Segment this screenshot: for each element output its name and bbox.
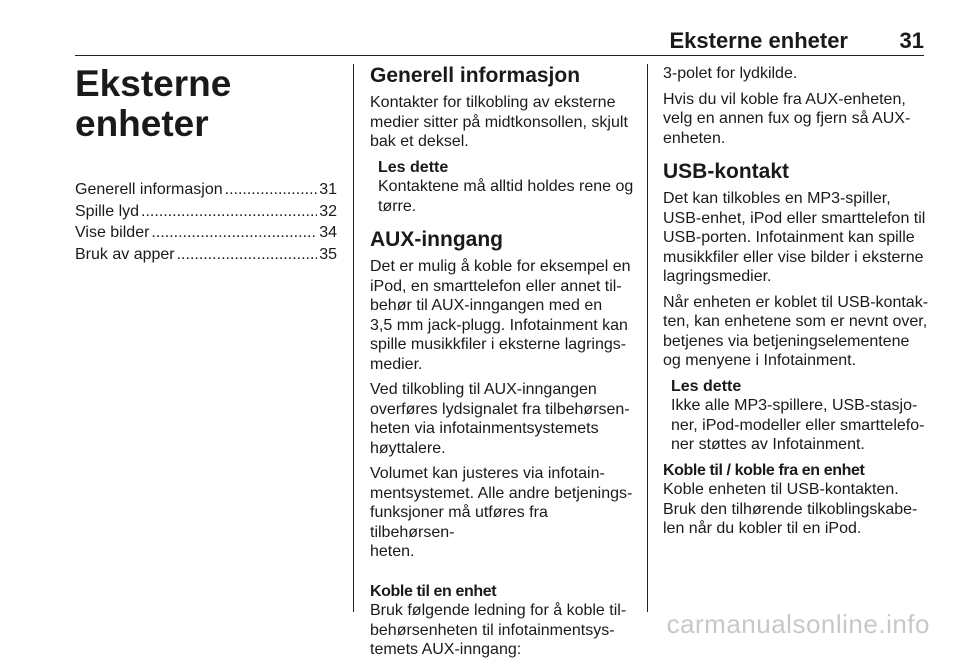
text-line: Kontaktene må alltid holdes rene og xyxy=(378,178,634,195)
toc-entry-page: 34 xyxy=(319,224,337,241)
text-line: Ved tilkobling til AUX-inngangen xyxy=(370,381,597,398)
column-divider-1 xyxy=(353,64,354,612)
toc-leader-dots xyxy=(177,245,318,265)
note-box xyxy=(663,377,929,455)
toc-leader-dots xyxy=(141,202,317,222)
spacer xyxy=(370,568,634,582)
text-line: enheten. xyxy=(663,129,726,147)
toc-column xyxy=(75,64,337,266)
toc-entry-label: Bruk av apper xyxy=(75,245,175,263)
toc-entry-label: Generell informasjon xyxy=(75,181,223,198)
aux-paragraph xyxy=(370,257,634,374)
text-line: musikkfiler eller vise bilder i eksterne xyxy=(663,248,924,266)
general-paragraph xyxy=(370,93,634,152)
aux-connect-paragraph xyxy=(370,601,634,660)
toc-leader-dots xyxy=(151,223,317,243)
text-line: velg en annen fux og fjern så AUX- xyxy=(663,110,911,127)
text-line: behør til AUX-inngangen med en xyxy=(370,297,603,314)
text-line: og menyene i Infotainment. xyxy=(663,352,857,369)
usb-paragraph xyxy=(663,189,929,287)
text-line: betjenes via betjeningselementene xyxy=(663,332,910,350)
toc-entry[interactable] xyxy=(75,223,337,243)
text-line: Det kan tilkobles en MP3-spiller, xyxy=(663,190,891,207)
content-column-2 xyxy=(370,64,634,666)
toc-entry-label: Spille lyd xyxy=(75,202,140,220)
aux-continued-line: 3-polet for lydkilde. xyxy=(663,65,798,82)
table-of-contents xyxy=(75,180,337,264)
text-line: ten, kan enhetene som er nevnt over, xyxy=(663,313,928,330)
text-line: heten via infotainmentsystemets xyxy=(370,420,599,437)
note-box xyxy=(370,158,634,217)
text-line: overføres lydsignalet fra tilbehørsen- xyxy=(370,400,630,418)
text-line: iPod, en smarttelefon eller annet til- xyxy=(370,277,622,295)
text-line: Ikke alle MP3-spillere, USB-stasjo- xyxy=(671,397,918,414)
text-line: temets AUX-inngang: xyxy=(370,641,522,658)
usb-paragraph xyxy=(663,293,929,371)
text-line: medier sitter på midtkonsollen, skjult xyxy=(370,113,628,131)
toc-leader-dots xyxy=(225,180,318,200)
aux-disconnect-paragraph xyxy=(663,90,929,149)
text-line: høyttalere. xyxy=(370,439,446,457)
usb-connect-paragraph xyxy=(663,480,929,539)
toc-entry-page: 31 xyxy=(319,181,337,198)
page-number: 31 xyxy=(899,28,924,53)
toc-entry[interactable] xyxy=(75,180,337,200)
text-line: mentsystemet. Alle andre betjenings- xyxy=(370,484,633,502)
text-line: ner, iPod-modeller eller smarttelefo- xyxy=(671,416,925,434)
toc-entry[interactable] xyxy=(75,245,337,265)
section-heading-general: Generell informasjon xyxy=(370,64,581,87)
text-line: 3,5 mm jack-plugg. Infotainment kan xyxy=(370,316,628,334)
text-line: lagringsmedier. xyxy=(663,268,772,285)
text-line: Hvis du vil koble fra AUX-enheten, xyxy=(663,90,906,108)
text-line: ner støttes av Infotainment. xyxy=(671,436,865,453)
text-line: Når enheten er koblet til USB-kontak- xyxy=(663,293,929,311)
text-line: Bruk følgende ledning for å koble til- xyxy=(370,602,627,619)
aux-paragraph xyxy=(370,464,634,562)
chapter-title: Eksterne enheter xyxy=(75,63,232,144)
toc-entry[interactable] xyxy=(75,202,337,222)
header-rule xyxy=(75,55,924,56)
text-line: len når du kobler til en iPod. xyxy=(663,520,862,537)
toc-entry-label: Vise bilder xyxy=(75,224,150,241)
subheading-connect-device: Koble til en enhet xyxy=(370,582,497,600)
text-line: bak et deksel. xyxy=(370,133,469,150)
subheading-connect-disconnect: Koble til / koble fra en enhet xyxy=(663,461,865,479)
toc-entry-page: 35 xyxy=(319,245,337,263)
section-heading-aux: AUX-inngang xyxy=(370,228,503,251)
section-heading-usb: USB-kontakt xyxy=(663,160,790,183)
text-line: medier. xyxy=(370,355,423,373)
toc-entry-page: 32 xyxy=(319,202,337,220)
text-line: USB-porten. Infotainment kan spille xyxy=(663,229,915,246)
text-line: Volumet kan justeres via infotain- xyxy=(370,465,605,482)
text-line: tørre. xyxy=(378,197,417,215)
aux-paragraph xyxy=(370,380,634,458)
note-title: Les dette xyxy=(378,158,449,176)
text-line: spille musikkfiler i eksterne lagrings- xyxy=(370,336,627,353)
text-line: Det er mulig å koble for eksempel en xyxy=(370,258,631,275)
text-line: Kontakter for tilkobling av eksterne xyxy=(370,94,616,111)
column-divider-2 xyxy=(647,64,648,612)
text-line: Bruk den tilhørende tilkoblingskabe- xyxy=(663,500,918,518)
text-line: funksjoner må utføres fra tilbehørsen- xyxy=(370,504,548,541)
text-line: behørsenheten til infotainmentsys- xyxy=(370,621,615,639)
text-line: Koble enheten til USB-kontakten. xyxy=(663,481,899,498)
text-line: USB-enhet, iPod eller smarttelefon til xyxy=(663,209,926,227)
watermark: carmanualsonline.info xyxy=(666,609,930,639)
note-title: Les dette xyxy=(671,377,742,395)
running-header-title: Eksterne enheter xyxy=(669,28,848,53)
text-line: heten. xyxy=(370,543,415,560)
content-column-3 xyxy=(663,64,929,545)
